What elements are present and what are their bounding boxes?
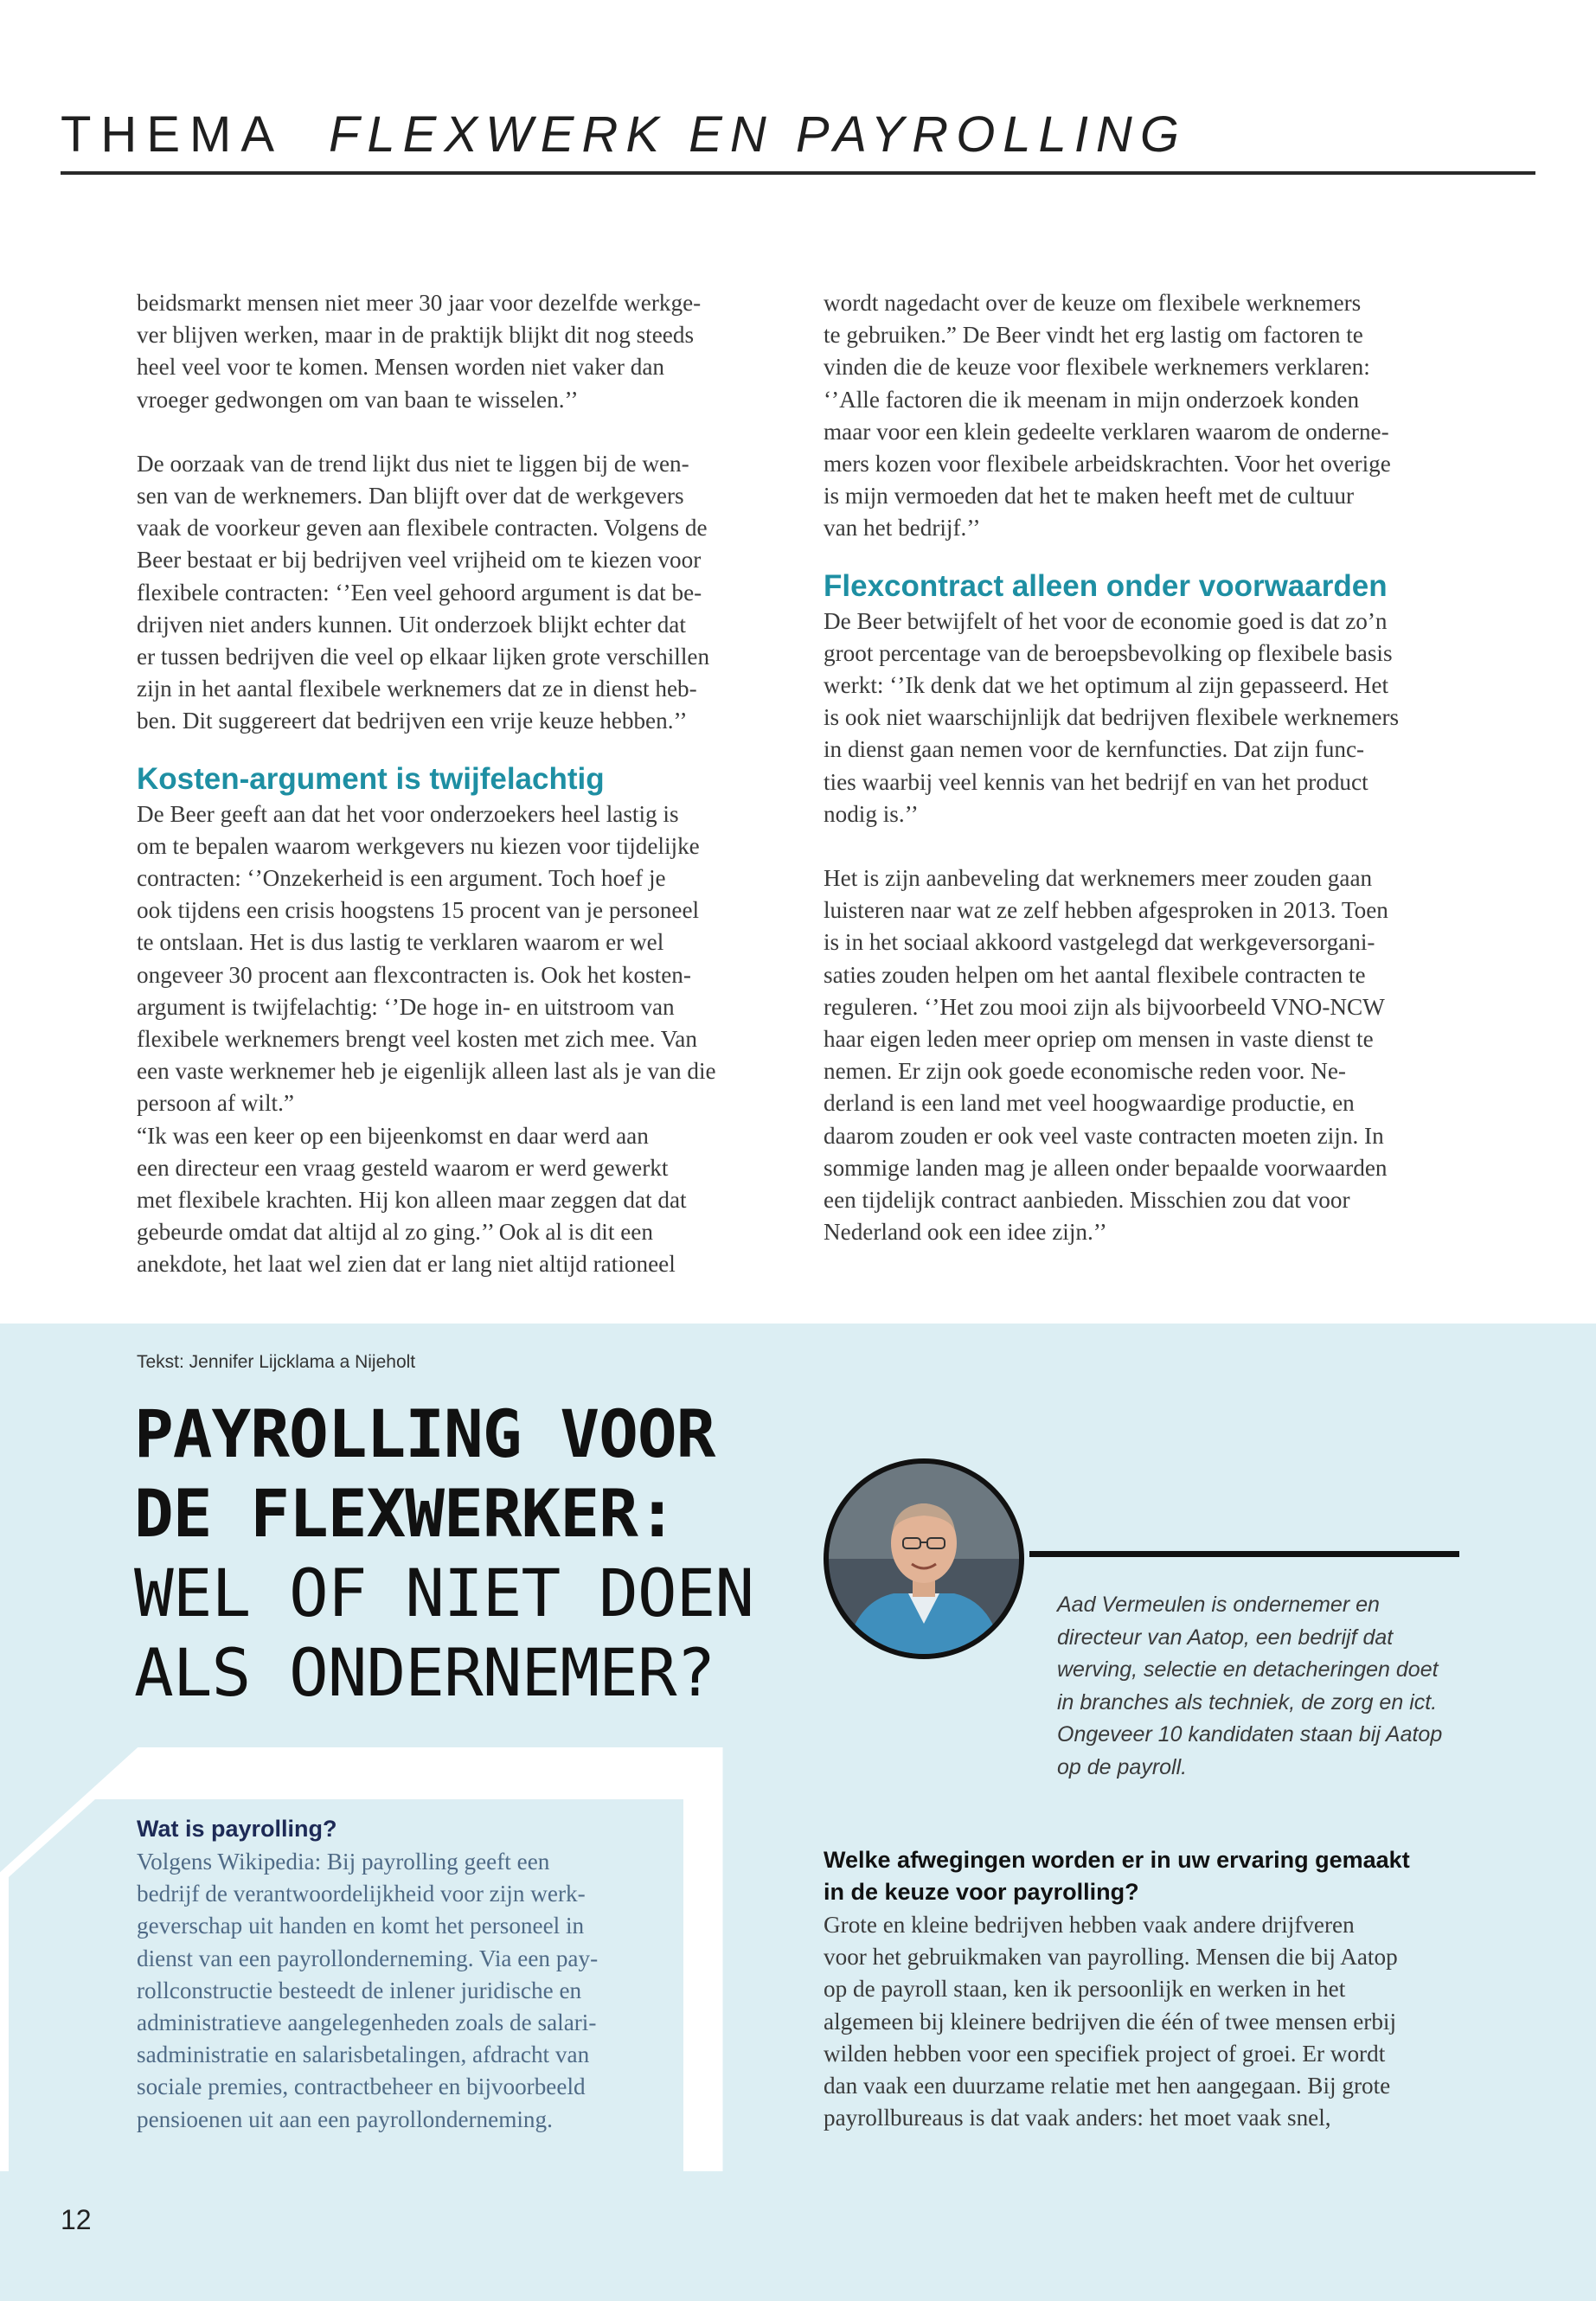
text-line: op de payroll staan, ken ik persoonlijk en werken in het bbox=[824, 1976, 1346, 2003]
header-divider bbox=[61, 171, 1535, 175]
text-line: drijven niet anders kunnen. Uit onderzoek blijkt echter dat bbox=[137, 611, 686, 638]
text-line: ook tijdens een crisis hoogstens 15 procent van je personeel bbox=[137, 897, 700, 924]
text-line: Welke afwegingen worden er in uw ervaring gemaakt bbox=[824, 1847, 1410, 1873]
text-line: werving, selectie en detacheringen doet bbox=[1057, 1657, 1439, 1682]
left-paragraph-2 bbox=[137, 448, 777, 738]
text-line: in dienst gaan nemen voor de kernfuncties. Dat zijn func- bbox=[824, 736, 1365, 763]
text-line: ‘’Alle factoren die ik meenam in mijn onderzoek konden bbox=[824, 386, 1360, 413]
text-line: een tijdelijk contract aanbieden. Misschien zou dat voor bbox=[824, 1187, 1350, 1214]
text-line: derland is een land met veel hoogwaardige productie, en bbox=[824, 1090, 1355, 1117]
portrait-photo bbox=[829, 1464, 1019, 1654]
text-line: ongeveer 30 procent aan flexcontracten is. Ook het kosten- bbox=[137, 961, 691, 988]
text-line: in branches als techniek, de zorg en ict. bbox=[1057, 1689, 1438, 1715]
text-line: Het is zijn aanbeveling dat werknemers meer zouden gaan bbox=[824, 865, 1373, 892]
left-paragraph-4 bbox=[137, 1120, 777, 1281]
text-line: een vaste werknemer heb je eigenlijk alleen last als je van die bbox=[137, 1058, 716, 1085]
text-line: een directeur een vraag gesteld waarom er werd gewerkt bbox=[137, 1154, 669, 1181]
right-column bbox=[824, 287, 1462, 1248]
text-line: anekdote, het laat wel zien dat er lang niet altijd rationeel bbox=[137, 1251, 676, 1278]
text-line: om te bepalen waarom werkgevers nu kiezen voor tijdelijke bbox=[137, 832, 700, 859]
text-line: Ongeveer 10 kandidaten staan bij Aatop bbox=[1057, 1722, 1443, 1747]
headline-normal-2: ALS ONDERNEMER? bbox=[134, 1634, 715, 1711]
text-line: administratieve aangelegenheden zoals de salari- bbox=[137, 2009, 597, 2036]
text-line: gebeurde omdat dat altijd al zo ging.’’ Ook al is dit een bbox=[137, 1219, 653, 1246]
right-paragraph-3 bbox=[824, 862, 1462, 1248]
subheading-flexcontract: Flexcontract alleen onder voorwaarden bbox=[824, 568, 1388, 603]
text-line: Volgens Wikipedia: Bij payrolling geeft een bbox=[137, 1849, 550, 1875]
portrait-frame bbox=[824, 1458, 1024, 1659]
left-paragraph-3 bbox=[137, 798, 777, 1120]
text-line: bedrijf de verantwoordelijkheid voor zijn werk- bbox=[137, 1881, 586, 1907]
text-line: van het bedrijf.’’ bbox=[824, 515, 981, 542]
left-paragraph-1 bbox=[137, 287, 777, 416]
text-line: Aad Vermeulen is ondernemer en bbox=[1057, 1593, 1380, 1617]
text-line: pensioenen uit aan een payrollonderneming. bbox=[137, 2106, 553, 2132]
text-line: sadministratie en salarisbetalingen, afdracht van bbox=[137, 2041, 590, 2068]
text-line: persoon af wilt.” bbox=[137, 1090, 294, 1117]
text-line: nemen. Er zijn ook goede economische reden voor. Ne- bbox=[824, 1058, 1346, 1085]
text-line: maar voor een klein gedeelte verklaren waarom de onderne- bbox=[824, 418, 1389, 445]
bio-divider bbox=[1029, 1551, 1459, 1557]
text-line: De Beer geeft aan dat het voor onderzoekers heel lastig is bbox=[137, 800, 679, 827]
text-line: contracten: ‘’Onzekerheid is een argument. Toch hoef je bbox=[137, 865, 666, 892]
text-line: sociale premies, contractbeheer en bijvoorbeeld bbox=[137, 2073, 586, 2100]
bio-text bbox=[1057, 1589, 1464, 1784]
text-line: saties zouden helpen om het aantal flexibele contracten te bbox=[824, 961, 1366, 988]
text-line: te ontslaan. Het is dus lastig te verklaren waarom er wel bbox=[137, 929, 664, 956]
headline-normal-1: WEL OF NIET DOEN bbox=[134, 1554, 754, 1631]
text-line: reguleren. ‘’Het zou mooi zijn als bijvoorbeeld VNO-NCW bbox=[824, 993, 1385, 1020]
text-line: Nederland ook een idee zijn.’’ bbox=[824, 1219, 1107, 1246]
text-line: wilden hebben voor een specifiek project of groei. Er wordt bbox=[824, 2040, 1386, 2067]
text-line: ver blijven werken, maar in de praktijk blijkt dit nog steeds bbox=[137, 322, 695, 349]
text-line: De Beer betwijfelt of het voor de economie goed is dat zo’n bbox=[824, 607, 1388, 634]
text-line: is ook niet waarschijnlijk dat bedrijven flexibele werknemers bbox=[824, 704, 1400, 731]
text-line: vaak de voorkeur geven aan flexibele contracten. Volgens de bbox=[137, 515, 708, 542]
text-line: daarom zouden er ook veel vaste contracten moeten zijn. In bbox=[824, 1122, 1384, 1149]
text-line: in de keuze voor payrolling? bbox=[824, 1879, 1139, 1905]
text-line: dan vaak een duurzame relatie met hen aangegaan. Bij grote bbox=[824, 2073, 1391, 2099]
text-line: voor het gebruikmaken van payrolling. Mensen die bij Aatop bbox=[824, 1944, 1398, 1971]
text-line: er tussen bedrijven die veel op elkaar lijken grote verschillen bbox=[137, 644, 710, 670]
text-line: met flexibele krachten. Hij kon alleen maar zeggen dat dat bbox=[137, 1187, 687, 1214]
text-line: haar eigen leden meer opriep om mensen in vaste dienst te bbox=[824, 1026, 1374, 1053]
text-line: argument is twijfelachtig: ‘’De hoge in- en uitstroom van bbox=[137, 993, 675, 1020]
text-line: payrollbureaus is dat vaak anders: het moet vaak snel, bbox=[824, 2105, 1331, 2131]
header-thema: THEMA bbox=[61, 106, 284, 163]
text-line: werkt: ‘’Ik denk dat we het optimum al zijn gepasseerd. Het bbox=[824, 672, 1389, 699]
page-header bbox=[61, 104, 1535, 173]
text-line: flexibele werknemers brengt veel kosten met zich mee. Van bbox=[137, 1026, 697, 1053]
text-line: op de payroll. bbox=[1057, 1754, 1188, 1779]
text-line: beidsmarkt mensen niet meer 30 jaar voor dezelfde werkge- bbox=[137, 290, 702, 316]
text-line: is in het sociaal akkoord vastgelegd dat werkgeversorgani- bbox=[824, 929, 1375, 956]
text-line: ties waarbij veel kennis van het bedrijf en van het product bbox=[824, 768, 1368, 795]
text-line: rollconstructie besteedt de inlener juridische en bbox=[137, 1977, 582, 2003]
text-line: heel veel voor te komen. Mensen worden niet vaker dan bbox=[137, 354, 664, 381]
text-line: Beer bestaat er bij bedrijven veel vrijheid om te kiezen voor bbox=[137, 547, 702, 574]
interview-question bbox=[824, 1844, 1464, 1908]
article-headline bbox=[134, 1394, 826, 1713]
text-line: zijn in het aantal flexibele werknemers dat ze in dienst heb- bbox=[137, 676, 697, 702]
text-line: directeur van Aatop, een bedrijf dat bbox=[1057, 1625, 1394, 1650]
text-line: “Ik was een keer op een bijeenkomst en daar werd aan bbox=[137, 1122, 649, 1149]
interview-answer bbox=[824, 1909, 1464, 2134]
text-line: geverschap uit handen en komt het personeel in bbox=[137, 1913, 585, 1939]
headline-bold-2: DE FLEXWERKER: bbox=[134, 1475, 676, 1552]
text-line: De oorzaak van de trend lijkt dus niet te liggen bij de wen- bbox=[137, 450, 689, 477]
page-number: 12 bbox=[61, 2204, 92, 2235]
header-subject: FLEXWERK EN PAYROLLING bbox=[329, 106, 1187, 163]
text-line: nodig is.’’ bbox=[824, 800, 919, 827]
text-line: dienst van een payrollonderneming. Via een pay- bbox=[137, 1945, 599, 1971]
text-line: flexibele contracten: ‘’Een veel gehoord argument is dat be- bbox=[137, 579, 702, 606]
text-line: ben. Dit suggereert dat bedrijven een vrije keuze hebben.’’ bbox=[137, 708, 688, 734]
right-paragraph-1 bbox=[824, 287, 1462, 545]
text-line: mers kozen voor flexibele arbeidskrachten. Voor het overige bbox=[824, 451, 1391, 478]
text-line: algemeen bij kleinere bedrijven die één of twee mensen erbij bbox=[824, 2008, 1397, 2035]
sidebar-title: Wat is payrolling? bbox=[137, 1816, 337, 1842]
text-line: Grote en kleine bedrijven hebben vaak andere drijfveren bbox=[824, 1912, 1355, 1938]
subheading-kosten: Kosten-argument is twijfelachtig bbox=[137, 761, 605, 796]
headline-bold-1: PAYROLLING VOOR bbox=[134, 1395, 715, 1472]
text-line: te gebruiken.” De Beer vindt het erg lastig om factoren te bbox=[824, 322, 1363, 349]
text-line: luisteren naar wat ze zelf hebben afgesproken in 2013. Toen bbox=[824, 897, 1388, 924]
text-line: wordt nagedacht over de keuze om flexibele werknemers bbox=[824, 290, 1362, 316]
text-line: vroeger gedwongen om van baan te wisselen.’’ bbox=[137, 386, 579, 413]
right-paragraph-2 bbox=[824, 606, 1462, 830]
text-line: sen van de werknemers. Dan blijft over dat de werkgevers bbox=[137, 483, 684, 510]
text-line: is mijn vermoeden dat het te maken heeft met de cultuur bbox=[824, 483, 1355, 510]
sidebar-body bbox=[137, 1846, 638, 2136]
text-line: vinden die de keuze voor flexibele werknemers verklaren: bbox=[824, 354, 1370, 381]
text-line: sommige landen mag je alleen onder bepaalde voorwaarden bbox=[824, 1154, 1388, 1181]
author-credit: Tekst: Jennifer Lijcklama a Nijeholt bbox=[137, 1352, 416, 1372]
text-line: groot percentage van de beroepsbevolking op flexibele basis bbox=[824, 639, 1393, 666]
left-column bbox=[137, 287, 777, 1281]
